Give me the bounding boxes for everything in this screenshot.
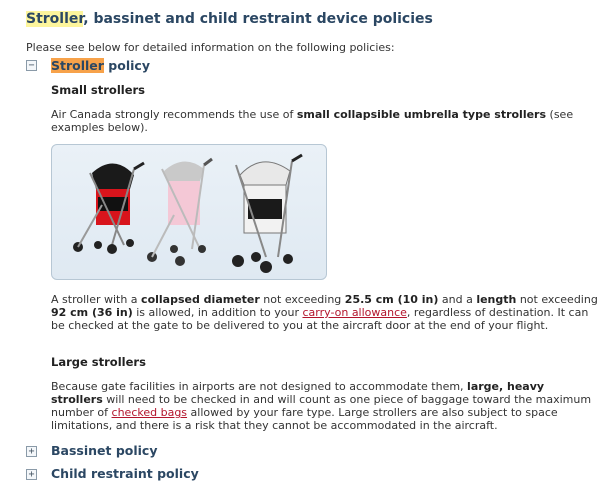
text-fragment: will need to be checked in and will count as one piece of baggage toward the maximum number of xyxy=(51,393,592,419)
grey-stroller-graphic xyxy=(232,155,302,273)
carry-on-allowance-link[interactable]: carry-on allowance xyxy=(302,306,407,319)
text-fragment: A stroller with a xyxy=(51,293,142,306)
title-rest: , bassinet and child restraint device policies xyxy=(83,11,433,27)
stroller-policy-rest: policy xyxy=(103,58,150,73)
small-strollers-heading: Small strollers xyxy=(51,83,146,97)
text-fragment: is allowed, in addition to your xyxy=(132,306,303,319)
page-title xyxy=(26,11,433,27)
bold-fragment: 25.5 cm (10 in) xyxy=(344,293,439,306)
strollers-illustration xyxy=(52,145,327,280)
section-stroller-policy[interactable] xyxy=(51,58,150,73)
text-fragment: not exceeding xyxy=(259,293,345,306)
text-fragment: not exceeding xyxy=(516,293,598,306)
large-strollers-details xyxy=(51,380,599,432)
pink-stroller-graphic xyxy=(147,159,212,266)
small-strollers-details xyxy=(51,293,599,332)
collapse-icon[interactable]: − xyxy=(26,60,37,71)
checked-bags-link[interactable]: checked bags xyxy=(111,406,188,419)
bold-fragment: 92 cm (36 in) xyxy=(51,306,133,319)
text-fragment: allowed by your fare type. Large strollers are also subject to space limitations, and there is a risk that they cannot be accommodated in the aircraft. xyxy=(51,406,558,432)
stroller-examples-image xyxy=(51,144,327,280)
section-child-restraint-policy[interactable]: Child restraint policy xyxy=(51,466,199,481)
large-strollers-heading: Large strollers xyxy=(51,355,146,369)
text-fragment: , regardless of destination. It can be checked at the gate to be delivered to you at the aircraft door at the end of your flight. xyxy=(51,306,589,332)
expand-icon[interactable]: + xyxy=(26,469,37,480)
text-fragment: and a xyxy=(438,293,477,306)
bold-fragment: large, heavy strollers xyxy=(51,380,545,406)
text-fragment: Air Canada strongly recommends the use of xyxy=(51,108,297,121)
intro-text: Please see below for detailed information on the following policies: xyxy=(26,41,395,54)
title-highlight: Stroller xyxy=(26,11,84,27)
stroller-highlight: Stroller xyxy=(51,58,104,73)
red-stroller-graphic xyxy=(73,163,144,254)
small-strollers-intro xyxy=(51,108,599,134)
bold-fragment: length xyxy=(476,293,517,306)
bold-fragment: collapsed diameter xyxy=(141,293,260,306)
expand-icon[interactable]: + xyxy=(26,446,37,457)
section-bassinet-policy[interactable]: Bassinet policy xyxy=(51,443,158,458)
bold-fragment: small collapsible umbrella type strollers xyxy=(296,108,547,121)
text-fragment: (see examples below). xyxy=(51,108,574,134)
text-fragment: Because gate facilities in airports are not designed to accommodate them, xyxy=(51,380,468,393)
